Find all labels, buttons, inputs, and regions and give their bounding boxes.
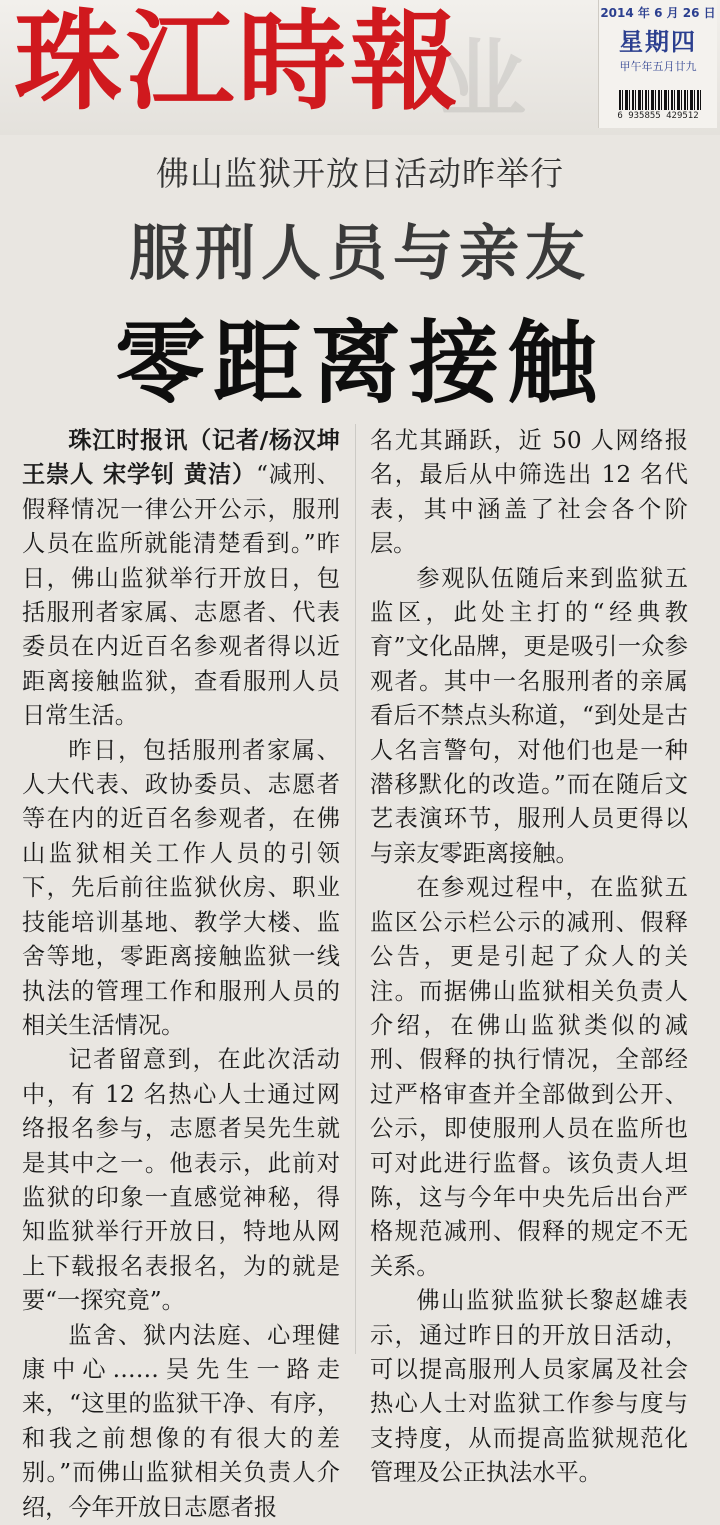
lunar-date: 甲午年五月廿九 bbox=[619, 60, 697, 73]
masthead-shadow-text: 业 bbox=[440, 30, 526, 130]
pre-headline: 佛山监狱开放日活动昨举行 bbox=[156, 154, 564, 193]
issue-weekday: 星期四 bbox=[619, 28, 697, 56]
headline-line-2: 零距离接触 bbox=[115, 311, 605, 416]
article-paragraph: 在参观过程中，在监狱五监区公示栏公示的减刑、假释公告，更是引起了众人的关注。而据佛山监狱相关负责人介绍，在佛山监狱类似的减刑、假释的执行情况，全部经过严格审查并全部做到公开、公示，即使服刑人员在监所也可对此进行监督。该负责人坦陈，这与今年中央先后出台严格规范减刑、假释的规定不无关系。 bbox=[370, 874, 688, 1280]
article-column-left bbox=[22, 424, 340, 1521]
article-paragraph: 监舍、狱内法庭、心理健康中心……吴先生一路走来，“这里的监狱干净、有序，和我之前想像的有很大的差别。”而佛山监狱相关负责人介绍，今年开放日志愿者报 bbox=[22, 1321, 340, 1521]
barcode-icon bbox=[619, 90, 701, 110]
byline: 珠江时报讯（记者/杨汉坤 王崇人 宋学钊 黄洁） bbox=[22, 427, 340, 489]
issue-date: 2014 年 6 月 26 日 bbox=[600, 6, 716, 20]
article-paragraph: 名尤其踊跃，近 50 人网络报名，最后从中筛选出 12 名代表，其中涵盖了社会各个阶层。 bbox=[370, 427, 688, 558]
newspaper-logo: 珠江時報 bbox=[14, 0, 463, 125]
article-paragraph: 参观队伍随后来到监狱五监区，此处主打的“经典教育”文化品牌，更是吸引一众参观者。其中一名服刑者的亲属看后不禁点头称道，“到处是古人名言警句，对他们也是一种潜移默化的改造。”而在随后文艺表演环节，服刑人员更得以与亲友零距离接触。 bbox=[370, 564, 688, 867]
headline-line-1: 服刑人员与亲友 bbox=[129, 219, 591, 289]
masthead bbox=[0, 0, 720, 135]
issue-date-box bbox=[598, 0, 717, 128]
article-column-right bbox=[370, 424, 688, 1487]
article-paragraph: 记者留意到，在此次活动中，有 12 名热心人士通过网络报名参与，志愿者吴先生就是其中之一。他表示，此前对监狱的印象一直感觉神秘，得知监狱举行开放日，特地从网上下载报名表报名，为的就是要“一探究竟”。 bbox=[22, 1046, 340, 1315]
paragraph-text: “减刑、假释情况一律公开公示，服刑人员在监所就能清楚看到。”昨日，佛山监狱举行开放日，包括服刑者家属、志愿者、代表委员在内近百名参观者得以近距离接触监狱，查看服刑人员日常生活。 bbox=[22, 461, 340, 730]
barcode-number: 6 935855 429512 bbox=[617, 111, 699, 121]
article-paragraph: 佛山监狱监狱长黎赵雄表示，通过昨日的开放日活动，可以提高服刑人员家属及社会热心人士对监狱工作参与度与支持度，从而提高监狱规范化管理及公正执法水平。 bbox=[370, 1287, 688, 1487]
column-divider bbox=[355, 424, 356, 1354]
article-paragraph bbox=[22, 424, 340, 734]
article-paragraph: 昨日，包括服刑者家属、人大代表、政协委员、志愿者等在内的近百名参观者，在佛山监狱相关工作人员的引领下，先后前往监狱伙房、职业技能培训基地、教学大楼、监舍等地，零距离接触监狱一线执法的管理工作和服刑人员的相关生活情况。 bbox=[22, 736, 340, 1039]
